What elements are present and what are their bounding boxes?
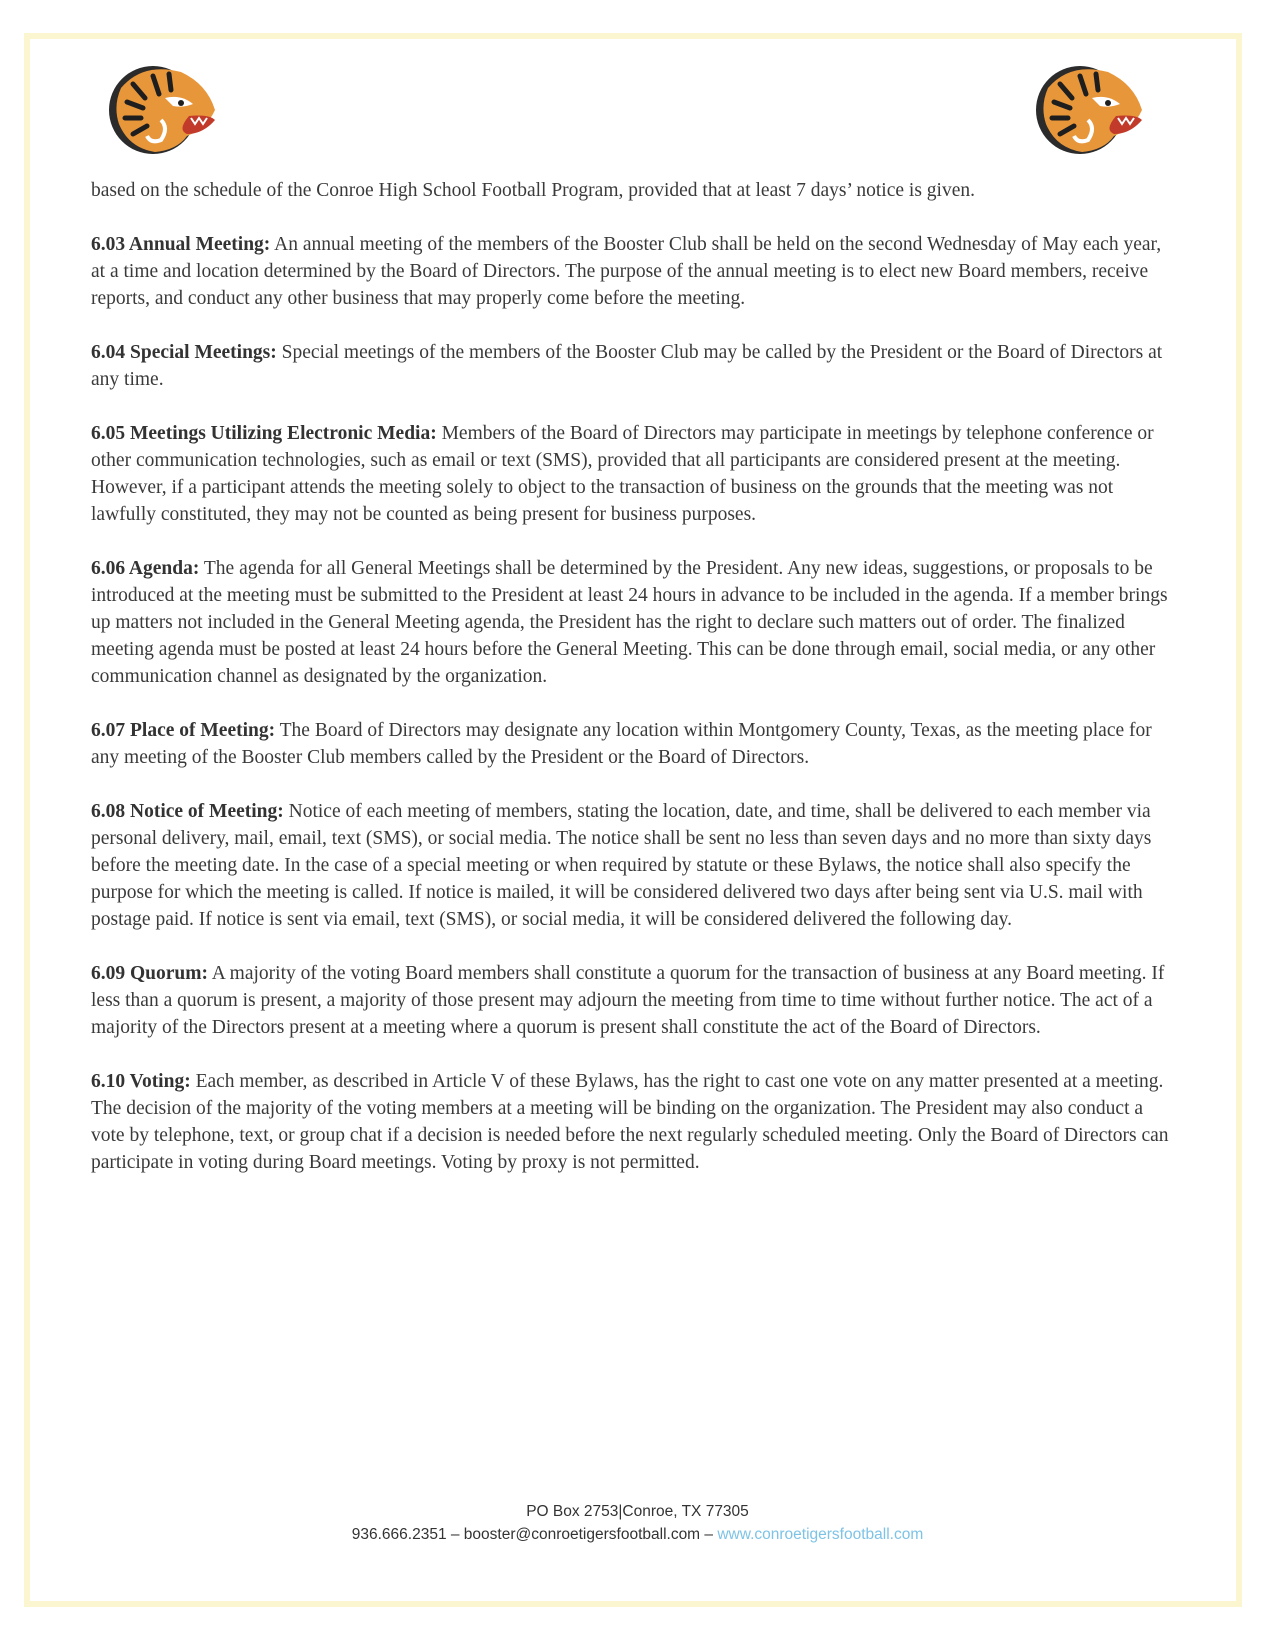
tiger-head-logo-left bbox=[103, 58, 221, 158]
section-heading: 6.09 Quorum: bbox=[91, 963, 208, 984]
section-body: Notice of each meeting of members, stating the location, date, and time, shall be delivered to each member via personal delivery, mail, email, text (SMS), or social media. The notice shall be sent no less than seven days and no more than sixty days before the meeting date. In the case of a special meeting or when required by statute or these Bylaws, the notice shall also specify the purpose for which the meeting is called. If notice is mailed, it will be considered delivered two days after being sent via U.S. mail with postage paid. If notice is sent via email, text (SMS), or social media, it will be considered delivered the following day. bbox=[91, 801, 1152, 930]
section-6-10 bbox=[91, 1068, 1176, 1176]
section-body: Each member, as described in Article V of these Bylaws, has the right to cast one vote on any matter presented at a meeting. The decision of the majority of the voting members at a meeting will be binding on the organization. The President may also conduct a vote by telephone, text, or group chat if a decision is needed before the next regularly scheduled meeting. Only the Board of Directors can participate in voting during Board meetings. Voting by proxy is not permitted. bbox=[91, 1071, 1169, 1173]
section-6-09 bbox=[91, 960, 1176, 1041]
section-body: Members of the Board of Directors may participate in meetings by telephone conference or other communication technologies, such as email or text (SMS), provided that all participants are considered present at the meeting. However, if a participant attends the meeting solely to object to the transaction of business on the grounds that the meeting was not lawfully constituted, they may not be counted as being present for business purposes. bbox=[91, 423, 1154, 525]
section-heading: 6.03 Annual Meeting: bbox=[91, 234, 271, 255]
section-6-08 bbox=[91, 798, 1176, 933]
section-heading: 6.06 Agenda: bbox=[91, 558, 200, 579]
section-6-05 bbox=[91, 420, 1176, 528]
section-6-03 bbox=[91, 231, 1176, 312]
section-body: The Board of Directors may designate any location within Montgomery County, Texas, as the meeting place for any meeting of the Booster Club members called by the President or the Board of Directors. bbox=[91, 720, 1152, 768]
bylaws-body bbox=[91, 177, 1176, 1203]
section-6-04 bbox=[91, 339, 1176, 393]
footer-contact: 936.666.2351 – booster@conroetigersfootball.com – bbox=[351, 1526, 718, 1543]
website-link[interactable]: www.conroetigersfootball.com bbox=[717, 1526, 924, 1543]
tiger-head-logo-right bbox=[1030, 58, 1148, 158]
section-body: An annual meeting of the members of the Booster Club shall be held on the second Wednesday of May each year, at a time and location determined by the Board of Directors. The purpose of the annual meeting is to elect new Board members, receive reports, and conduct any other business that may properly come before the meeting. bbox=[91, 234, 1162, 309]
section-heading: 6.08 Notice of Meeting: bbox=[91, 801, 284, 822]
section-heading: 6.10 Voting: bbox=[91, 1071, 191, 1092]
section-heading: 6.05 Meetings Utilizing Electronic Media: bbox=[91, 423, 437, 444]
intro-paragraph: based on the schedule of the Conroe High School Football Program, provided that at least 7 days’ notice is given. bbox=[91, 180, 975, 201]
section-6-06 bbox=[91, 555, 1176, 690]
footer-address: PO Box 2753|Conroe, TX 77305 bbox=[526, 1503, 749, 1520]
section-6-07 bbox=[91, 717, 1176, 771]
section-heading: 6.07 Place of Meeting: bbox=[91, 720, 276, 741]
section-body: Special meetings of the members of the Booster Club may be called by the President or the Board of Directors at any time. bbox=[91, 342, 1163, 390]
section-heading: 6.04 Special Meetings: bbox=[91, 342, 277, 363]
footer bbox=[0, 1500, 1275, 1546]
section-body: The agenda for all General Meetings shall be determined by the President. Any new ideas, suggestions, or proposals to be introduced at the meeting must be submitted to the President at least 24 hours in advance to be included in the agenda. If a member brings up matters not included in the General Meeting agenda, the President has the right to declare such matters out of order. The finalized meeting agenda must be posted at least 24 hours before the General Meeting. This can be done through email, social media, or any other communication channel as designated by the organization. bbox=[91, 558, 1168, 687]
footer-contact-line bbox=[0, 1523, 1275, 1546]
section-body: A majority of the voting Board members shall constitute a quorum for the transaction of business at any Board meeting. If less than a quorum is present, a majority of those present may adjourn the meeting from time to time without further notice. The act of a majority of the Directors present at a meeting where a quorum is present shall constitute the act of the Board of Directors. bbox=[91, 963, 1165, 1038]
